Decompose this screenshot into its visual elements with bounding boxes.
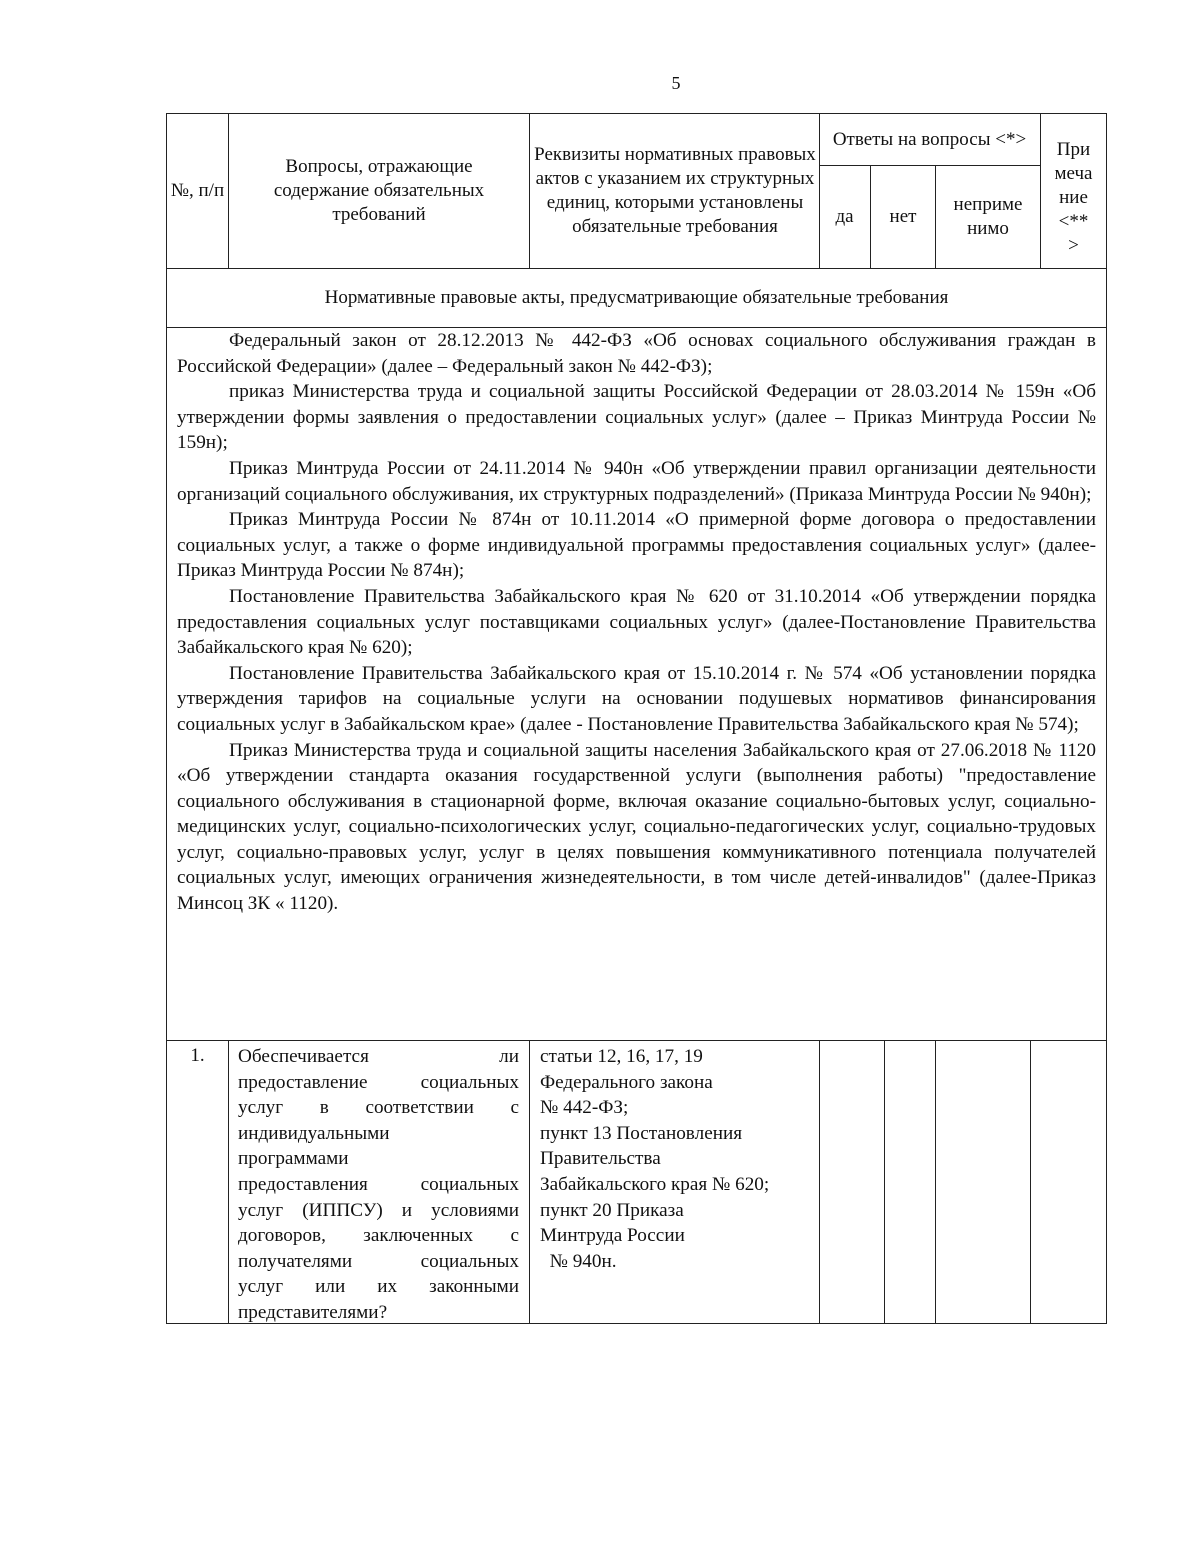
act-item: приказ Министерства труда и социальной защиты Российской Федерации от 28.03.2014 № 159н «Об утверждении формы заявления о предоставлении социальных услуг» (далее – Приказ Минтруда России № 159н); [177,381,1096,454]
row-number: 1. [190,1045,205,1066]
act-item: Постановление Правительства Забайкальского края № 620 от 31.10.2014 «Об утверждении порядка предоставления социальных услуг поставщиками социальных услуг» (далее-Постановление Правительства Забайкальского края № 620); [177,585,1096,659]
question-line: представителями? [238,1301,388,1323]
requisite-line: № 940н. [540,1250,617,1272]
header-note-line5: > [1068,235,1079,256]
act-item: Приказ Минтруда России от 24.11.2014 № 940н «Об утверждении правил организации деятельности организаций социального обслуживания, их структурных подразделений» (Приказа Минтруда России № 940н); [177,457,1096,505]
question-line: услуг (ИППСУ) и условиями [238,1199,519,1221]
header-note-line3: ние [1059,187,1088,208]
section-title: Нормативные правовые акты, предусматривающие обязательные требования [166,268,1107,328]
header-answers: Ответы на вопросы <*> [832,128,1027,150]
requisite-line: Минтруда России [540,1225,685,1247]
question-line: предоставления социальных [238,1173,519,1195]
header-answer-na-line2: нимо [967,218,1009,239]
question-line: договоров, заключенных с [238,1225,519,1247]
header-questions: Вопросы, отражающие содержание обязательных требований [273,156,485,225]
header-note [1041,138,1106,270]
header-note-line4: <** [1058,211,1089,232]
question-line: получателями социальных [238,1250,519,1272]
row-requisites [540,1044,815,1274]
act-item: Постановление Правительства Забайкальского края от 15.10.2014 г. № 574 «Об установлении порядка утверждения тарифов на социальные услуги на основании подушевых нормативов финансирования социальных услуг в Забайкальском крае» (далее - Постановление Правительства Забайкальского края № 574); [177,662,1096,735]
question-line: Обеспечивается ли [238,1046,519,1067]
requisite-line: пункт 20 Приказа [540,1199,684,1221]
question-line: индивидуальными [238,1122,390,1144]
header-note-line2: меча [1054,163,1093,184]
header-answer-no: нет [889,206,917,227]
header-answer-na-line1: неприме [953,194,1023,215]
header-answer-na [936,166,1040,268]
page-number: 5 [671,73,681,93]
row-question [238,1044,519,1326]
question-line: программами [238,1148,349,1170]
header-answer-yes: да [835,206,854,227]
header-note-line1: При [1056,139,1091,160]
requisite-line: Забайкальского края № 620; [540,1173,770,1195]
acts-list [166,327,1107,1041]
act-item: Федеральный закон от 28.12.2013 № 442-ФЗ «Об основах социального обслуживания граждан в Российской Федерации» (далее – Федеральный закон № 442-ФЗ); [177,330,1096,377]
requisite-line: пункт 13 Постановления [540,1122,743,1144]
header-num: №, п/п [170,180,225,201]
table-row [166,1040,1107,1324]
act-item: Приказ Минтруда России № 874н от 10.11.2014 «О примерной форме договора о предоставлении социальных услуг, а также о форме индивидуальной программы предоставления социальных услуг» (далее-Приказ Минтруда России № 874н); [177,509,1096,582]
question-line: услуг или их законными [238,1276,519,1298]
requisite-line: Правительства [540,1148,661,1170]
question-line: услуг в соответствии с [238,1097,519,1119]
requisite-line: статьи 12, 16, 17, 19 [540,1046,703,1067]
act-item: Приказ Министерства труда и социальной защиты населения Забайкальского края от 27.06.2018 № 1120 «Об утверждении стандарта оказания государственной услуги (выполнения работы) "предоставление социального обслуживания в стационарной форме, включая оказание социально-бытовых услуг, социально-медицинских услуг, социально-психологических услуг, социально-педагогических услуг, социально-трудовых услуг, социально-правовых услуг, услуг в целях повышения коммуникативного потенциала получателей социальных услуг, имеющих ограничения жизнедеятельности, в том числе детей-инвалидов" (далее-Приказ Минсоц ЗК « 1120). [177,739,1096,915]
requisite-line: № 442-ФЗ; [540,1097,629,1119]
question-line: предоставление социальных [238,1071,519,1093]
header-requisites: Реквизиты нормативных правовых актов с указанием их структурных единиц, которыми установлены обязательные требования [534,144,816,237]
requisite-line: Федерального закона [540,1071,713,1093]
table-header [166,113,1107,269]
